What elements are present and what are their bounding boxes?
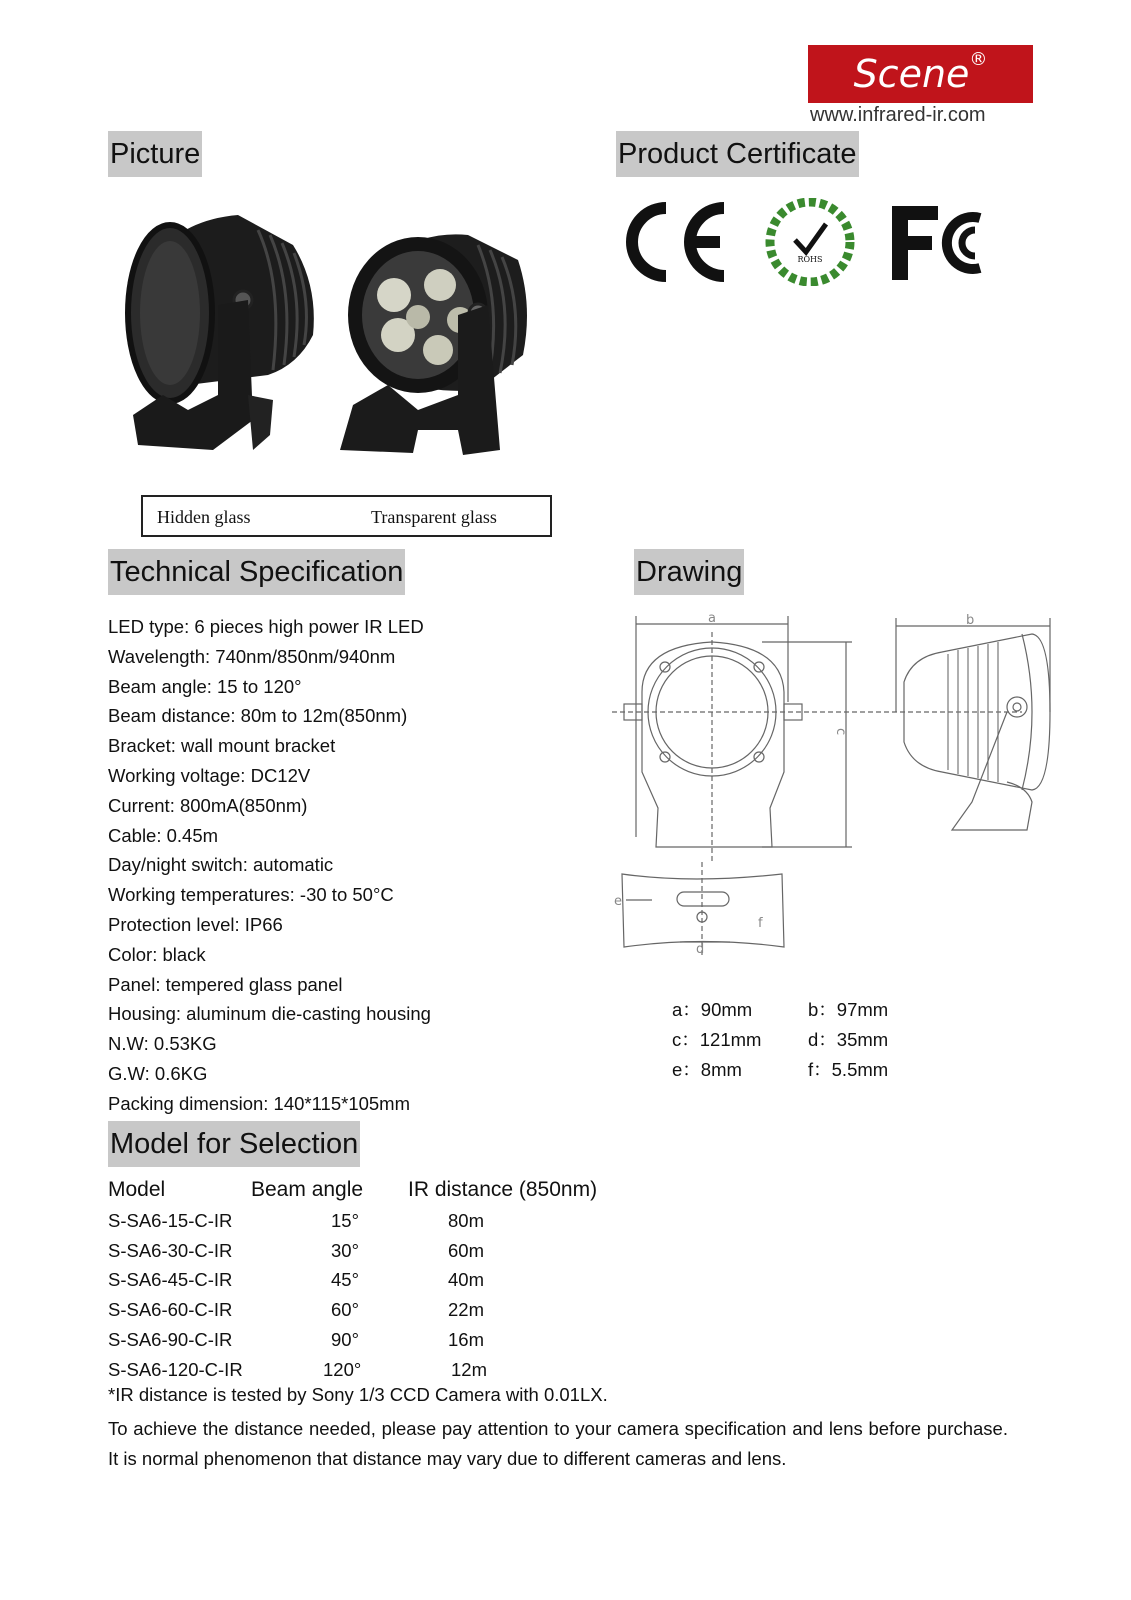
technical-drawing <box>612 612 1062 982</box>
brand-url: www.infrared-ir.com <box>810 104 986 126</box>
table-row <box>108 1355 628 1385</box>
spec-item: Housing: aluminum die-casting housing <box>108 1003 431 1025</box>
caption-hidden-glass: Hidden glass <box>157 507 251 527</box>
brand-logo <box>808 45 1033 103</box>
heading-certificate: Product Certificate <box>616 131 859 177</box>
registered-mark: ® <box>969 49 988 70</box>
cell-angle: 45° <box>331 1269 359 1291</box>
table-row <box>108 1206 628 1236</box>
dimension-f: f：5.5mm <box>808 1059 889 1080</box>
cell-angle: 60° <box>331 1299 359 1321</box>
cell-model: S-SA6-45-C-IR <box>108 1269 233 1291</box>
spec-item: Protection level: IP66 <box>108 913 283 935</box>
dimension-e: e：8mm <box>672 1059 742 1080</box>
drawing-label-a: a <box>708 612 716 626</box>
picture-caption-box <box>141 495 552 537</box>
drawing-label-d: d <box>696 942 705 957</box>
cell-distance: 80m <box>448 1209 484 1231</box>
cell-model: S-SA6-15-C-IR <box>108 1209 233 1231</box>
header-beam-angle: Beam angle <box>251 1178 364 1201</box>
dimension-row <box>672 995 932 1025</box>
drawing-label-c: c <box>833 728 848 736</box>
dimension-c: c：121mm <box>672 1029 762 1050</box>
spec-item: Packing dimension: 140*115*105mm <box>108 1092 411 1114</box>
heading-drawing: Drawing <box>634 549 744 595</box>
spec-item: Color: black <box>108 943 206 965</box>
dimension-d: d：35mm <box>808 1029 889 1050</box>
dimension-row <box>672 1055 932 1085</box>
spec-item: Beam distance: 80m to 12m(850nm) <box>108 705 408 727</box>
certificate-logos <box>620 198 1010 286</box>
spec-item: N.W: 0.53KG <box>108 1033 217 1055</box>
cell-distance: 60m <box>448 1239 484 1261</box>
dimension-row <box>672 1025 932 1055</box>
spec-item: Cable: 0.45m <box>108 824 219 846</box>
cell-angle: 15° <box>331 1209 359 1231</box>
cell-model: S-SA6-120-C-IR <box>108 1358 243 1380</box>
spec-item: Current: 800mA(850nm) <box>108 794 308 816</box>
spec-item: Bracket: wall mount bracket <box>108 735 336 757</box>
dimension-a: a：90mm <box>672 999 753 1020</box>
spec-item: LED type: 6 pieces high power IR LED <box>108 616 424 637</box>
product-photo-hidden-glass <box>128 215 314 450</box>
cell-angle: 30° <box>331 1239 359 1261</box>
product-photos <box>118 205 558 475</box>
spec-item: Working voltage: DC12V <box>108 764 311 786</box>
product-photo-transparent-glass <box>340 234 527 455</box>
cell-model: S-SA6-90-C-IR <box>108 1329 233 1351</box>
svg-text:ROHS: ROHS <box>797 255 823 264</box>
cell-model: S-SA6-60-C-IR <box>108 1299 233 1321</box>
spec-list <box>108 612 431 1119</box>
table-row <box>108 1325 628 1355</box>
advice-paragraph: To achieve the distance needed, please pay attention to your camera specification and lens before purchase. It is normal phenomenon that distance may vary due to different cameras and lens. <box>108 1418 1008 1469</box>
cell-angle: 90° <box>331 1329 359 1351</box>
cell-distance: 22m <box>448 1299 484 1321</box>
table-row <box>108 1236 628 1266</box>
fcc-mark-icon <box>892 206 980 280</box>
table-header-row <box>108 1174 628 1206</box>
cell-distance: 12m <box>451 1358 487 1380</box>
cell-distance: 40m <box>448 1269 484 1291</box>
heading-picture: Picture <box>108 131 202 177</box>
ce-mark-icon <box>632 208 724 276</box>
dimension-list <box>672 995 932 1085</box>
cell-angle: 120° <box>323 1358 362 1380</box>
caption-transparent-glass: Transparent glass <box>371 507 497 527</box>
cell-model: S-SA6-30-C-IR <box>108 1239 233 1261</box>
header-model: Model <box>108 1178 166 1201</box>
header-ir-distance: IR distance (850nm) <box>408 1178 598 1201</box>
footnote: *IR distance is tested by Sony 1/3 CCD Camera with 0.01LX. <box>108 1384 608 1405</box>
spec-item: Day/night switch: automatic <box>108 854 334 876</box>
spec-item: Beam angle: 15 to 120° <box>108 675 302 697</box>
table-row <box>108 1266 628 1296</box>
dimension-b: b：97mm <box>808 999 889 1020</box>
model-table <box>108 1174 628 1385</box>
rohs-mark-icon <box>770 202 850 282</box>
spec-item: Panel: tempered glass panel <box>108 973 343 995</box>
drawing-label-e: e <box>614 894 622 909</box>
heading-spec: Technical Specification <box>108 549 405 595</box>
table-row <box>108 1295 628 1325</box>
heading-models: Model for Selection <box>108 1121 360 1167</box>
drawing-label-f: f <box>758 916 763 931</box>
spec-item: Working temperatures: -30 to 50°C <box>108 884 394 906</box>
brand-name: Scene <box>853 52 970 96</box>
spec-item: G.W: 0.6KG <box>108 1062 208 1084</box>
spec-item: Wavelength: 740nm/850nm/940nm <box>108 645 396 667</box>
drawing-label-b: b <box>966 613 975 628</box>
cell-distance: 16m <box>448 1329 484 1351</box>
